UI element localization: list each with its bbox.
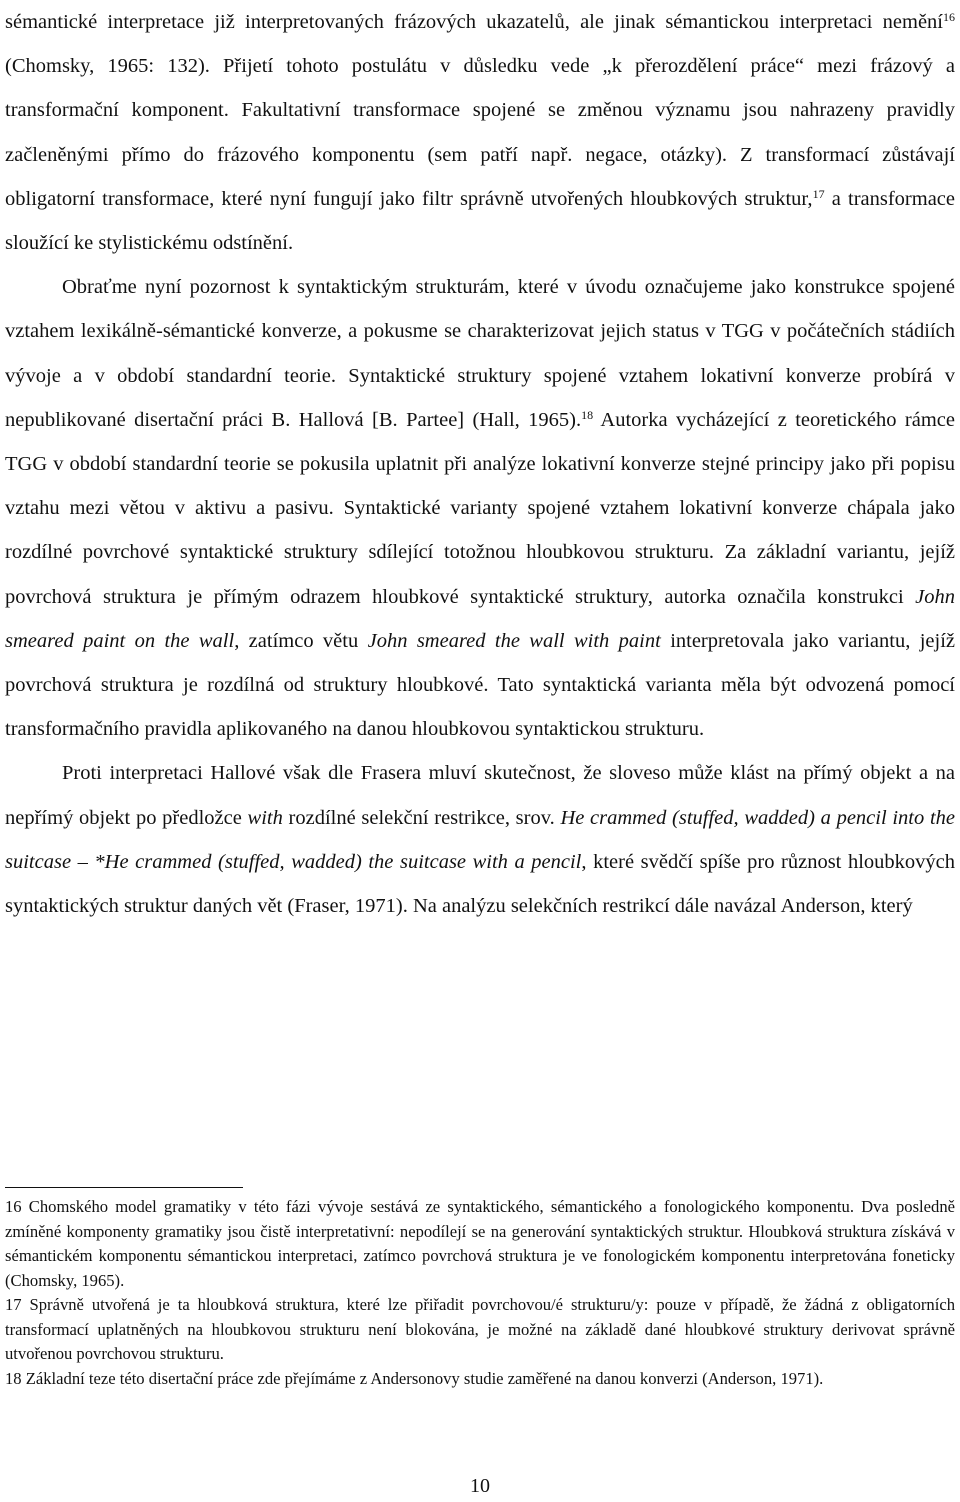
- paragraph-3: [5, 751, 955, 928]
- paragraph-text: rozdílné selekční restrikce, srov.: [282, 806, 561, 829]
- footnote-reference-17: 17: [812, 186, 825, 201]
- footnote-reference-18: 18: [581, 407, 594, 422]
- paragraph-text: interpretovala jako variantu, jejíž povrchová struktura je rozdílná od struktury hloubkové. Tato syntaktická varianta měla být odvozená pomocí transformačního pravidla aplikovaného na danou hloubkovou syntaktickou strukturu.: [5, 629, 956, 741]
- paragraph-2: [5, 265, 955, 751]
- paragraph-text: a transformace sloužící ke stylistickému odstínění.: [5, 187, 955, 255]
- footnote-16: 16 Chomského model gramatiky v této fázi vývoje sestává ze syntaktického, sémantického a fonologického komponentu. Dva posledně zmíněné komponenty gramatiky jsou čistě interpretativní: nepodílejí se na generování syntaktických struktur. Hloubková struktura získává v sémantickém komponentu sémantickou interpretaci, zatímco povrchová struktura je ve fonologickém komponentu interpretována foneticky (Chomsky, 1965).: [5, 1197, 955, 1290]
- footnote-reference-16: 16: [943, 10, 955, 24]
- paragraph-text: , zatímco větu: [234, 629, 368, 652]
- footnotes: [5, 1195, 955, 1391]
- example-sentence: John smeared paint on the wall: [5, 585, 955, 652]
- paragraph-text: , které svědčí spíše pro různost hloubkových syntaktických struktur daných vět (Fraser, 1971). Na analýzu selekčních restrikcí dále navázal Anderson, který: [5, 850, 955, 918]
- example-sentence: John smeared the wall with paint: [367, 629, 661, 652]
- footnote-separator: [5, 1187, 243, 1188]
- paragraph-text: sémantické interpretace již interpretovaných frázových ukazatelů, ale jinak sémantickou interpretaci nemění: [5, 11, 943, 33]
- example-word: with: [247, 806, 283, 829]
- body-text: [5, 0, 955, 928]
- paragraph-1: [5, 0, 955, 265]
- paragraph-text: (Chomsky, 1965: 132). Přijetí tohoto postulátu v důsledku vede „k přerozdělení práce“ mezi frázový a transformační komponent. Fakultativní transformace spojené se změnou významu jsou nahrazeny pravidly začleněnými přímo do frázového komponentu (sem patří např. negace, otázky). Z transformací zůstávají obligatorní transformace, které nyní fungují jako filtr správně utvořených hloubkových struktur,: [5, 55, 955, 210]
- example-sentence: He crammed (stuffed, wadded) a pencil into the suitcase – *He crammed (stuffed, wadded) the suitcase with a pencil: [5, 806, 955, 873]
- paragraph-text: Autorka vycházející z teoretického rámce TGG v období standardní teorie se pokusila uplatnit při analýze lokativní konverze stejné principy jako při popisu vztahu mezi větou v aktivu a pasivu. Syntaktické varianty spojené vztahem lokativní konverze chápala jako rozdílné povrchové syntaktické struktury sdílející totožnou hloubkovou strukturu. Za základní variantu, jejíž povrchová struktura je přímým odrazem hloubkové syntaktické struktury, autorka označila konstrukci: [5, 408, 955, 608]
- footnote-17: 17 Správně utvořená je ta hloubková struktura, které lze přiřadit povrchovou/é strukturu/y: pouze v případě, že žádná z obligatorních transformací uplatněných na hloubkovou strukturu není blokována, je možné na základě dané hloubkové struktury derivovat správně utvořenou povrchovou strukturu.: [5, 1295, 955, 1363]
- footnote-18: 18 Základní teze této disertační práce zde přejímáme z Andersonovy studie zaměřené na danou konverzi (Anderson, 1971).: [5, 1368, 824, 1388]
- paragraph-text: Obraťme nyní pozornost k syntaktickým strukturám, které v úvodu označujeme jako konstrukce spojené vztahem lexikálně-sémantické konverze, a pokusme se charakterizovat jejich status v TGG v počátečních stádiích vývoje a v období standardní teorie. Syntaktické struktury spojené vztahem lokativní konverze probírá v nepublikované disertační práci B. Hallová [B. Partee] (Hall, 1965).: [5, 276, 955, 431]
- paragraph-text: Proti interpretaci Hallové však dle Frasera mluví skutečnost, že sloveso může klást na přímý objekt a na nepřímý objekt po předložce: [5, 762, 955, 829]
- page-number: 10: [470, 1475, 490, 1497]
